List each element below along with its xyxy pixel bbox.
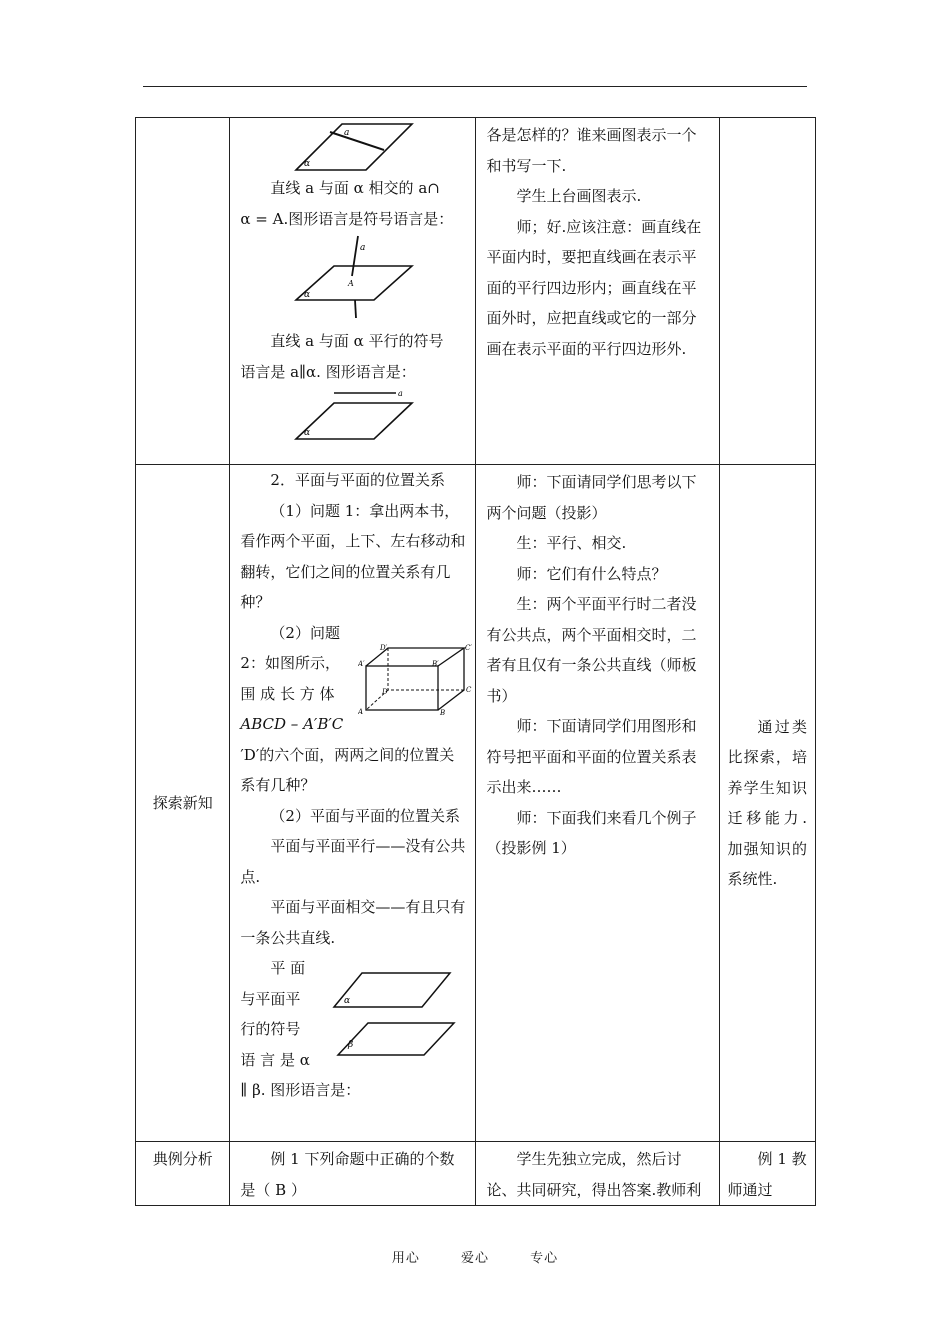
activity-para: 学生上台画图表示. bbox=[516, 187, 642, 205]
line-parallel-plane-figure bbox=[294, 387, 414, 443]
parallel-planes-figure bbox=[332, 967, 456, 1061]
activity-para: 师；好.应该注意：画直线在平面内时，要把直线画在表示平面的平行四边形内；画直线在平面外时，应把直线或它的一部分画在表示平面的平行四边形外. bbox=[486, 217, 702, 358]
svg-text:A: A bbox=[358, 707, 364, 716]
stage-cell bbox=[136, 118, 230, 465]
activity-para: 师：下面请同学们用图形和符号把平面和平面的位置关系表示出来…… bbox=[486, 717, 697, 796]
page-footer bbox=[0, 1247, 950, 1266]
intersect-definition: 平面与平面相交——有且只有一条公共直线. bbox=[240, 898, 466, 947]
stage-cell bbox=[136, 465, 230, 1142]
symbol-line: 行的符号 bbox=[240, 1020, 301, 1038]
intent-text: 例 1 教师通过 bbox=[727, 1150, 807, 1199]
activity-para: 生：平行、相交. bbox=[516, 534, 627, 552]
svg-text:α: α bbox=[303, 290, 311, 300]
svg-text:a: a bbox=[397, 389, 403, 398]
question-2-line: （2）问题 bbox=[270, 623, 340, 642]
example-text: 例 1 下列命题中正确的个数是（ B ） bbox=[240, 1150, 455, 1199]
lesson-table bbox=[135, 117, 816, 1206]
question-1: （1）问题 1：拿出两本书，看作两个平面，上下、左右移动和翻转，它们之间的位置关系有几种？ bbox=[240, 501, 466, 611]
activity-para: 学生先独立完成，然后讨论、共同研究，得出答案.教师利 bbox=[486, 1150, 702, 1199]
svg-text:A′: A′ bbox=[358, 659, 366, 668]
svg-text:A: A bbox=[347, 279, 354, 288]
footer-word: 专心 bbox=[530, 1251, 559, 1266]
table-row bbox=[136, 118, 816, 465]
intent-cell bbox=[719, 465, 815, 1142]
activity-cell bbox=[476, 118, 719, 465]
svg-text:C′: C′ bbox=[465, 643, 473, 652]
symbol-line: 平 面 bbox=[270, 959, 306, 977]
table-row bbox=[136, 465, 816, 1142]
svg-text:B′: B′ bbox=[432, 659, 440, 668]
parallel-definition: 平面与平面平行——没有公共点. bbox=[240, 837, 466, 886]
line-intersect-plane-figure bbox=[294, 118, 414, 173]
content-cell bbox=[230, 1142, 476, 1206]
content-cell bbox=[230, 465, 476, 1142]
footer-word: 用心 bbox=[391, 1251, 420, 1266]
activity-para: 师：下面请同学们思考以下两个问题（投影） bbox=[486, 473, 697, 522]
svg-text:β: β bbox=[348, 1040, 354, 1050]
question-2-line: ABCD – A′B′C bbox=[240, 715, 344, 733]
activity-cell bbox=[476, 1142, 719, 1206]
activity-cell bbox=[476, 465, 719, 1142]
intent-cell bbox=[719, 1142, 815, 1206]
svg-text:D′: D′ bbox=[380, 643, 388, 652]
stage-cell bbox=[136, 1142, 230, 1206]
svg-text:α: α bbox=[344, 996, 351, 1006]
symbol-line: 与平面平 bbox=[240, 989, 301, 1008]
symbol-line: ∥ β. 图形语言是： bbox=[240, 1081, 361, 1099]
symbol-line: 语 言 是 α bbox=[240, 1050, 310, 1069]
activity-para: 各是怎样的？谁来画图表示一个和书写一下. bbox=[486, 126, 697, 175]
svg-text:α: α bbox=[303, 159, 311, 169]
intersect-text-2: α = A.图形语言是符号语言是： bbox=[240, 209, 454, 228]
parallel-text-2: 语言是 a∥α. 图形语言是： bbox=[240, 362, 416, 381]
subheading: （2）平面与平面的位置关系 bbox=[270, 806, 460, 825]
svg-text:B: B bbox=[440, 708, 446, 716]
svg-text:C: C bbox=[466, 685, 472, 694]
question-2-line: 2：如图所示， bbox=[240, 654, 340, 672]
question-2-line: 围 成 长 方 体 bbox=[240, 684, 335, 703]
content-cell bbox=[230, 118, 476, 465]
question-2-tail: ′D′的六个面，两两之间的位置关系有几种？ bbox=[240, 745, 455, 794]
svg-text:α: α bbox=[303, 428, 311, 438]
svg-text:a: a bbox=[343, 128, 350, 138]
line-pierce-plane-figure bbox=[294, 234, 414, 326]
section-heading: 2．平面与平面的位置关系 bbox=[270, 471, 445, 489]
stage-label: 典例分析 bbox=[152, 1150, 213, 1168]
svg-text:a: a bbox=[359, 243, 366, 253]
activity-para: 师：它们有什么特点？ bbox=[516, 564, 667, 583]
footer-word: 爱心 bbox=[460, 1251, 489, 1266]
table-row bbox=[136, 1142, 816, 1206]
cuboid-figure bbox=[358, 644, 474, 716]
activity-para: 师：下面我们来看几个例子（投影例 1） bbox=[486, 808, 697, 857]
intent-cell bbox=[719, 118, 815, 465]
intent-text: 通过类比探索，培养学生知识迁移能力. 加强知识的系统性. bbox=[727, 717, 807, 888]
header-rule bbox=[143, 86, 807, 87]
intersect-text-1: 直线 a 与面 α 相交的 a∩ bbox=[270, 179, 440, 197]
svg-text:D: D bbox=[382, 687, 389, 696]
parallel-text-1: 直线 a 与面 α 平行的符号 bbox=[270, 332, 444, 350]
activity-para: 生：两个平面平行时二者没有公共点，两个平面相交时，二者有且仅有一条公共直线（师板书） bbox=[486, 595, 697, 705]
stage-label: 探索新知 bbox=[152, 793, 213, 812]
